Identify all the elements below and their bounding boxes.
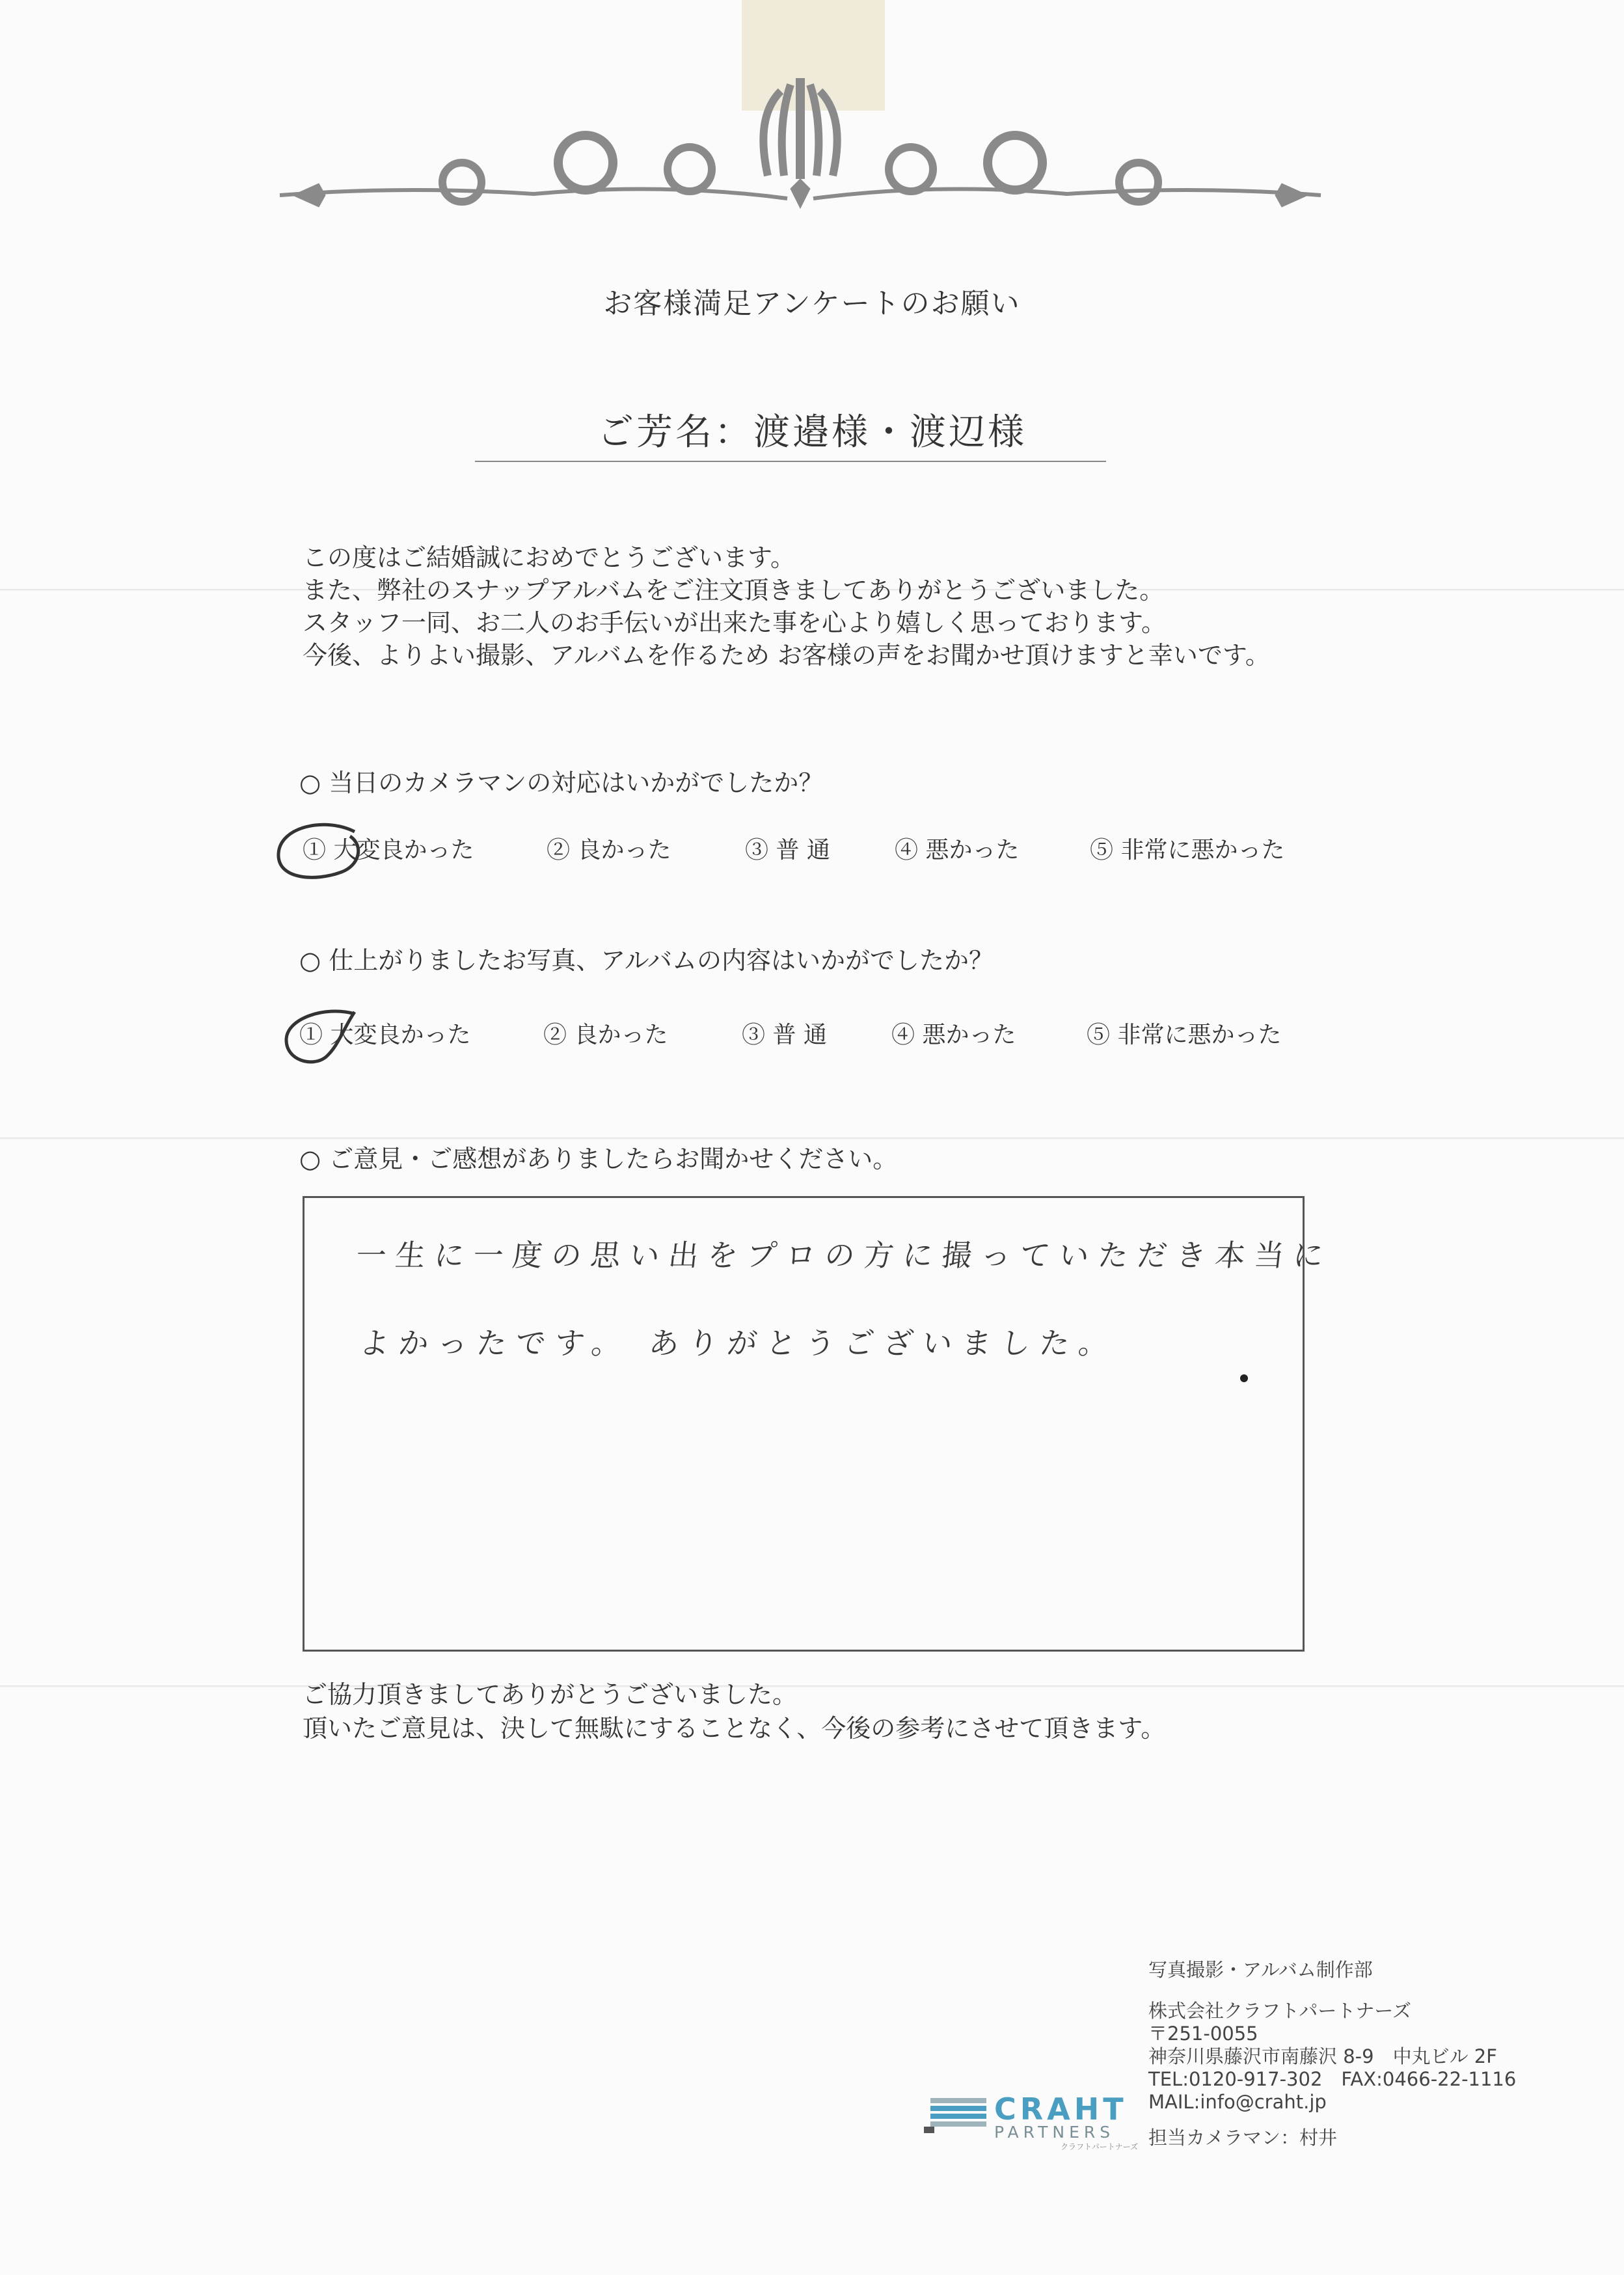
option-very-bad[interactable]: ⑤ 非常に悪かった [1090, 837, 1285, 864]
handwritten-comment-line: よかったです。 ありがとうございました。 [357, 1326, 1120, 1361]
closing-line: 頂いたご意見は、決して無駄にすることなく、今後の参考にさせて頂きます。 [303, 1714, 1166, 1743]
option-bad[interactable]: ④ 悪かった [891, 1022, 1016, 1048]
closing-line: ご協力頂きましてありがとうございました。 [303, 1680, 798, 1709]
company-logo [924, 2091, 1139, 2153]
intro-line: この度はご結婚誠におめでとうございます。 [303, 543, 795, 572]
company-department: 写真撮影・アルバム制作部 [1148, 1959, 1373, 1981]
question-photographer: ○ 当日のカメラマンの対応はいかがでしたか？ [299, 769, 824, 797]
check-mark [286, 1011, 355, 1062]
survey-title: お客様満足アンケートのお願い [603, 287, 1021, 320]
option-very-good[interactable]: ① 大変良かった [303, 837, 474, 864]
photographer-name: 担当カメラマン：村井 [1148, 2127, 1338, 2149]
intro-line: スタッフ一同、お二人のお手伝いが出来た事を心より嬉しく思っております。 [303, 608, 1166, 637]
option-very-good[interactable]: ① 大変良かった [299, 1022, 471, 1048]
option-very-bad[interactable]: ⑤ 非常に悪かった [1087, 1022, 1282, 1048]
option-good[interactable]: ② 良かった [543, 1022, 668, 1048]
customer-name: ご芳名：渡邉様・渡辺様 [597, 411, 1027, 454]
logo-icon [924, 2094, 989, 2134]
question-album: ○ 仕上がりましたお写真、アルバムの内容はいかがでしたか？ [299, 946, 994, 975]
option-average[interactable]: ③ 普 通 [742, 1022, 827, 1048]
option-average[interactable]: ③ 普 通 [745, 837, 830, 864]
company-mail: MAIL:info@craht.jp [1148, 2091, 1327, 2113]
company-postal: 〒251-0055 [1148, 2023, 1258, 2045]
question-comments: ○ ご意見・ご感想がありましたらお聞かせください。 [299, 1145, 898, 1173]
circle-mark [278, 824, 359, 877]
company-address: 神奈川県藤沢市南藤沢 8-9 中丸ビル 2F [1148, 2045, 1497, 2067]
company-info [1148, 1959, 1516, 2149]
option-good[interactable]: ② 良かった [547, 837, 671, 864]
handwritten-comment-line: 一生に一度の思い出をプロの方に撮っていただき本当に [354, 1238, 1334, 1273]
closing-message [303, 1678, 1165, 1745]
company-name: 株式会社クラフトパートナーズ [1148, 2000, 1411, 2022]
intro-line: 今後、よりよい撮影、アルバムを作るため お客様の声をお聞かせ頂けますと幸いです。 [303, 641, 1270, 670]
option-bad[interactable]: ④ 悪かった [895, 837, 1020, 864]
logo-sub: PARTNERS [994, 2123, 1115, 2142]
logo-kana: クラフトパートナーズ [1061, 2142, 1139, 2151]
company-tel-fax: TEL:0120-917-302 FAX:0466-22-1116 [1148, 2068, 1517, 2090]
comment-box[interactable] [303, 1196, 1334, 1652]
logo-name: CRAHT [994, 2091, 1128, 2127]
intro-line: また、弊社のスナップアルバムをご注文頂きましてありがとうございました。 [303, 576, 1165, 605]
